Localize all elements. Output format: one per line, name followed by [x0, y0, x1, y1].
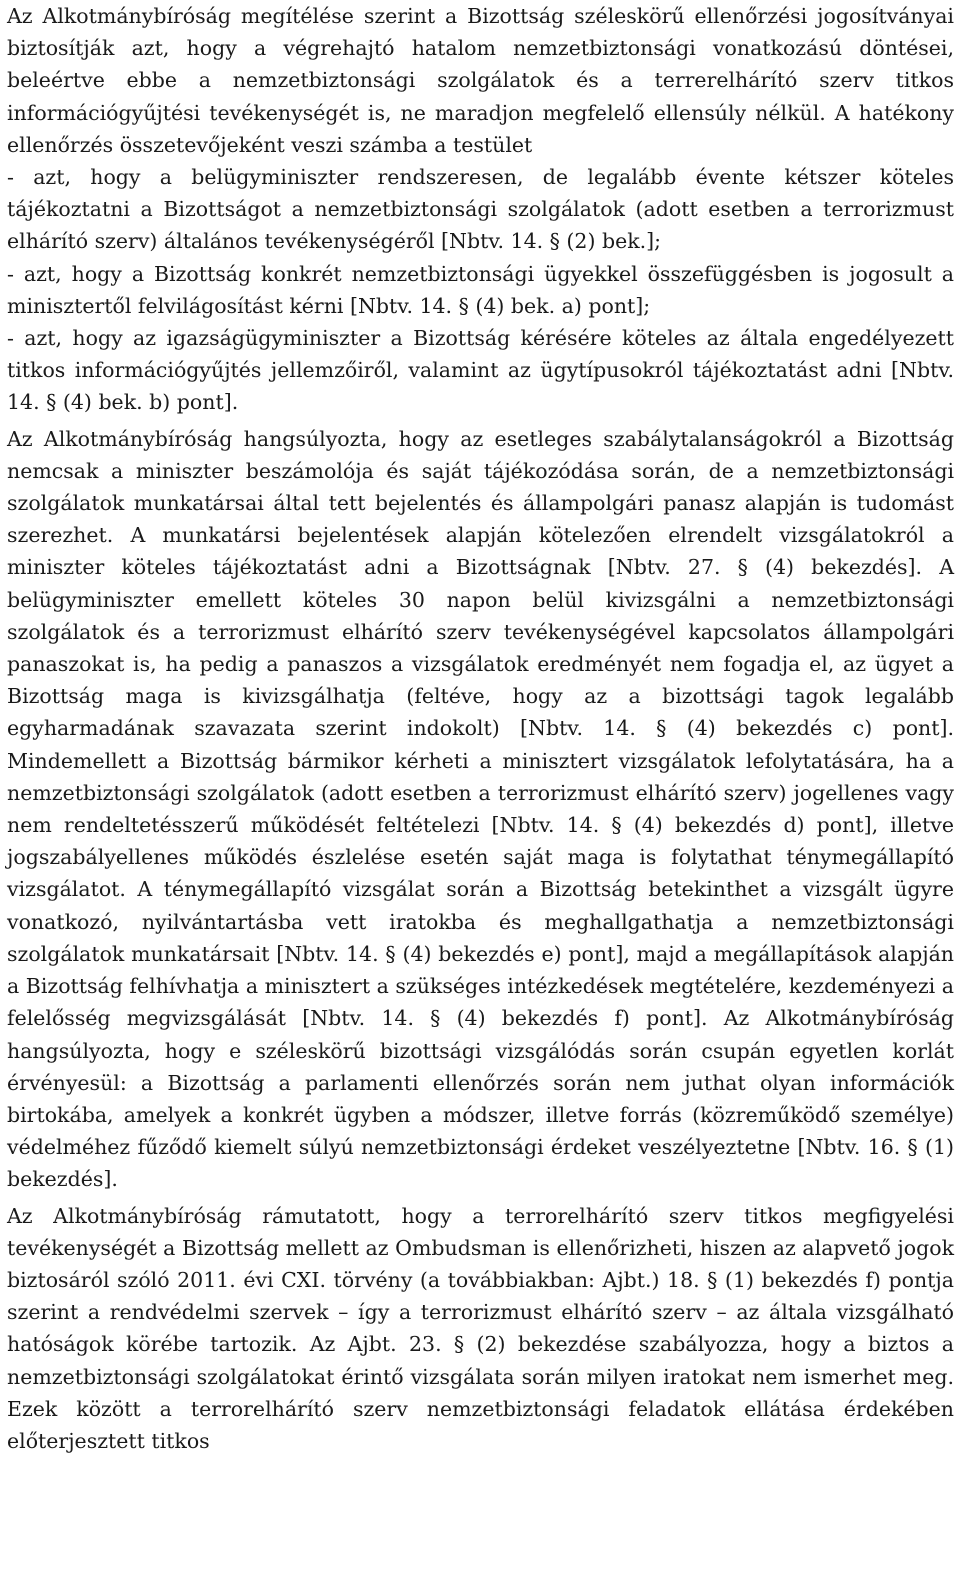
list-item-justice-minister: - azt, hogy az igazságügyminiszter a Bizottság kérésére köteles az általa engedélyezett titkos információgyűjtés jellemzőiről, valamint az ügytípusokról tájékoztatást adni [Nbtv. 14. § (4) bek. b) pont].	[7, 326, 954, 415]
paragraph-oversight-powers	[7, 0, 954, 419]
paragraph-ombudsman-text: Az Alkotmánybíróság rámutatott, hogy a terrorelhárító szerv titkos megfigyelési tevékenységét a Bizottság mellett az Ombudsman is ellenőrizheti, hiszen az alapvető jogok biztosáról szóló 2011. évi CXI. törvény (a továbbiakban: Ajbt.) 18. § (1) bekezdés f) pontja szerint a rendvédelmi szervek – így a terrorizmust elhárító szerv – az általa vizsgálható hatóságok körébe tartozik. Az Ajbt. 23. § (2) bekezdése szabályozza, hogy a biztos a nemzetbiztonsági szolgálatokat érintő vizsgálata során milyen iratokat nem ismerhet meg. Ezek között a terrorelhárító szerv nemzetbiztonsági feladatok ellátása érdekében előterjesztett titkos	[7, 1203, 954, 1453]
paragraph-irregularities-text: Az Alkotmánybíróság hangsúlyozta, hogy az esetleges szabálytalanságokról a Bizottság nemcsak a miniszter beszámolója és saját tájékozódása során, de a nemzetbiztonsági szolgálatok munkatársai által tett bejelentés és állampolgári panasz alapján is tudomást szerezhet. A munkatársi bejelentések alapján kötelezően elrendelt vizsgálatokról a miniszter köteles tájékoztatást adni a Bizottságnak [Nbtv. 27. § (4) bekezdés]. A belügyminiszter emellett köteles 30 napon belül kivizsgálni a nemzetbiztonsági szolgálatok és a terrorizmust elhárító szerv tevékenységével kapcsolatos állampolgári panaszokat is, ha pedig a panaszos a vizsgálatok eredményét nem fogadja el, az ügyet a Bizottság maga is kivizsgálhatja (feltéve, hogy az a bizottsági tagok legalább egyharmadának szavazata szerint indokolt) [Nbtv. 14. § (4) bekezdés c) pont]. Mindemellett a Bizottság bármikor kérheti a minisztert vizsgálatok lefolytatására, ha a nemzetbiztonsági szolgálatok (adott esetben a terrorizmust elhárító szerv) jogellenes vagy nem rendeltetésszerű működését feltételezi [Nbtv. 14. § (4) bekezdés d) pont], illetve jogszabályellenes működés észlelése esetén saját maga is folytathat ténymegállapító vizsgálatot. A ténymegállapító vizsgálat során a Bizottság betekinthet a vizsgált ügyre vonatkozó, nyilvántartásba vett iratokba és meghallgathatja a nemzetbiztonsági szolgálatok munkatársait [Nbtv. 14. § (4) bekezdés e) pont], majd a megállapítások alapján a Bizottság felhívhatja a minisztert a szükséges intézkedések megtételére, kezdeményezi a felelősség megvizsgálását [Nbtv. 14. § (4) bekezdés f) pont]. Az Alkotmánybíróság hangsúlyozta, hogy e széleskörű bizottsági vizsgálódás során csupán egyetlen korlát érvényesül: a Bizottság a parlamenti ellenőrzés során nem juthat olyan információk birtokába, amelyek a konkrét ügyben a módszer, illetve forrás (közreműködő személye) védelméhez fűződő kiemelt súlyú nemzetbiztonsági érdeket veszélyeztetne [Nbtv. 16. § (1) bekezdés].	[7, 426, 954, 1192]
list-item-information-request: - azt, hogy a Bizottság konkrét nemzetbiztonsági ügyekkel összefüggésben is jogosult a minisztertől felvilágosítást kérni [Nbtv. 14. § (4) bek. a) pont];	[7, 261, 954, 318]
paragraph-irregularities	[7, 423, 954, 1196]
paragraph-ombudsman	[7, 1200, 954, 1458]
list-item-minister-reporting: - azt, hogy a belügyminiszter rendszeresen, de legalább évente kétszer köteles tájékoztatni a Bizottságot a nemzetbiztonsági szolgálatok (adott esetben a terrorizmust elhárító szerv) általános tevékenységéről [Nbtv. 14. § (2) bek.];	[7, 165, 954, 254]
paragraph-intro: Az Alkotmánybíróság megítélése szerint a Bizottság széleskörű ellenőrzési jogosítványai biztosítják azt, hogy a végrehajtó hatalom nemzetbiztonsági vonatkozású döntései, beleértve ebbe a nemzetbiztonsági szolgálatok és a terrerelhárító szerv titkos információgyűjtési tevékenységét is, ne maradjon megfelelő ellensúly nélkül. A hatékony ellenőrzés összetevőjeként veszi számba a testület	[7, 4, 954, 157]
